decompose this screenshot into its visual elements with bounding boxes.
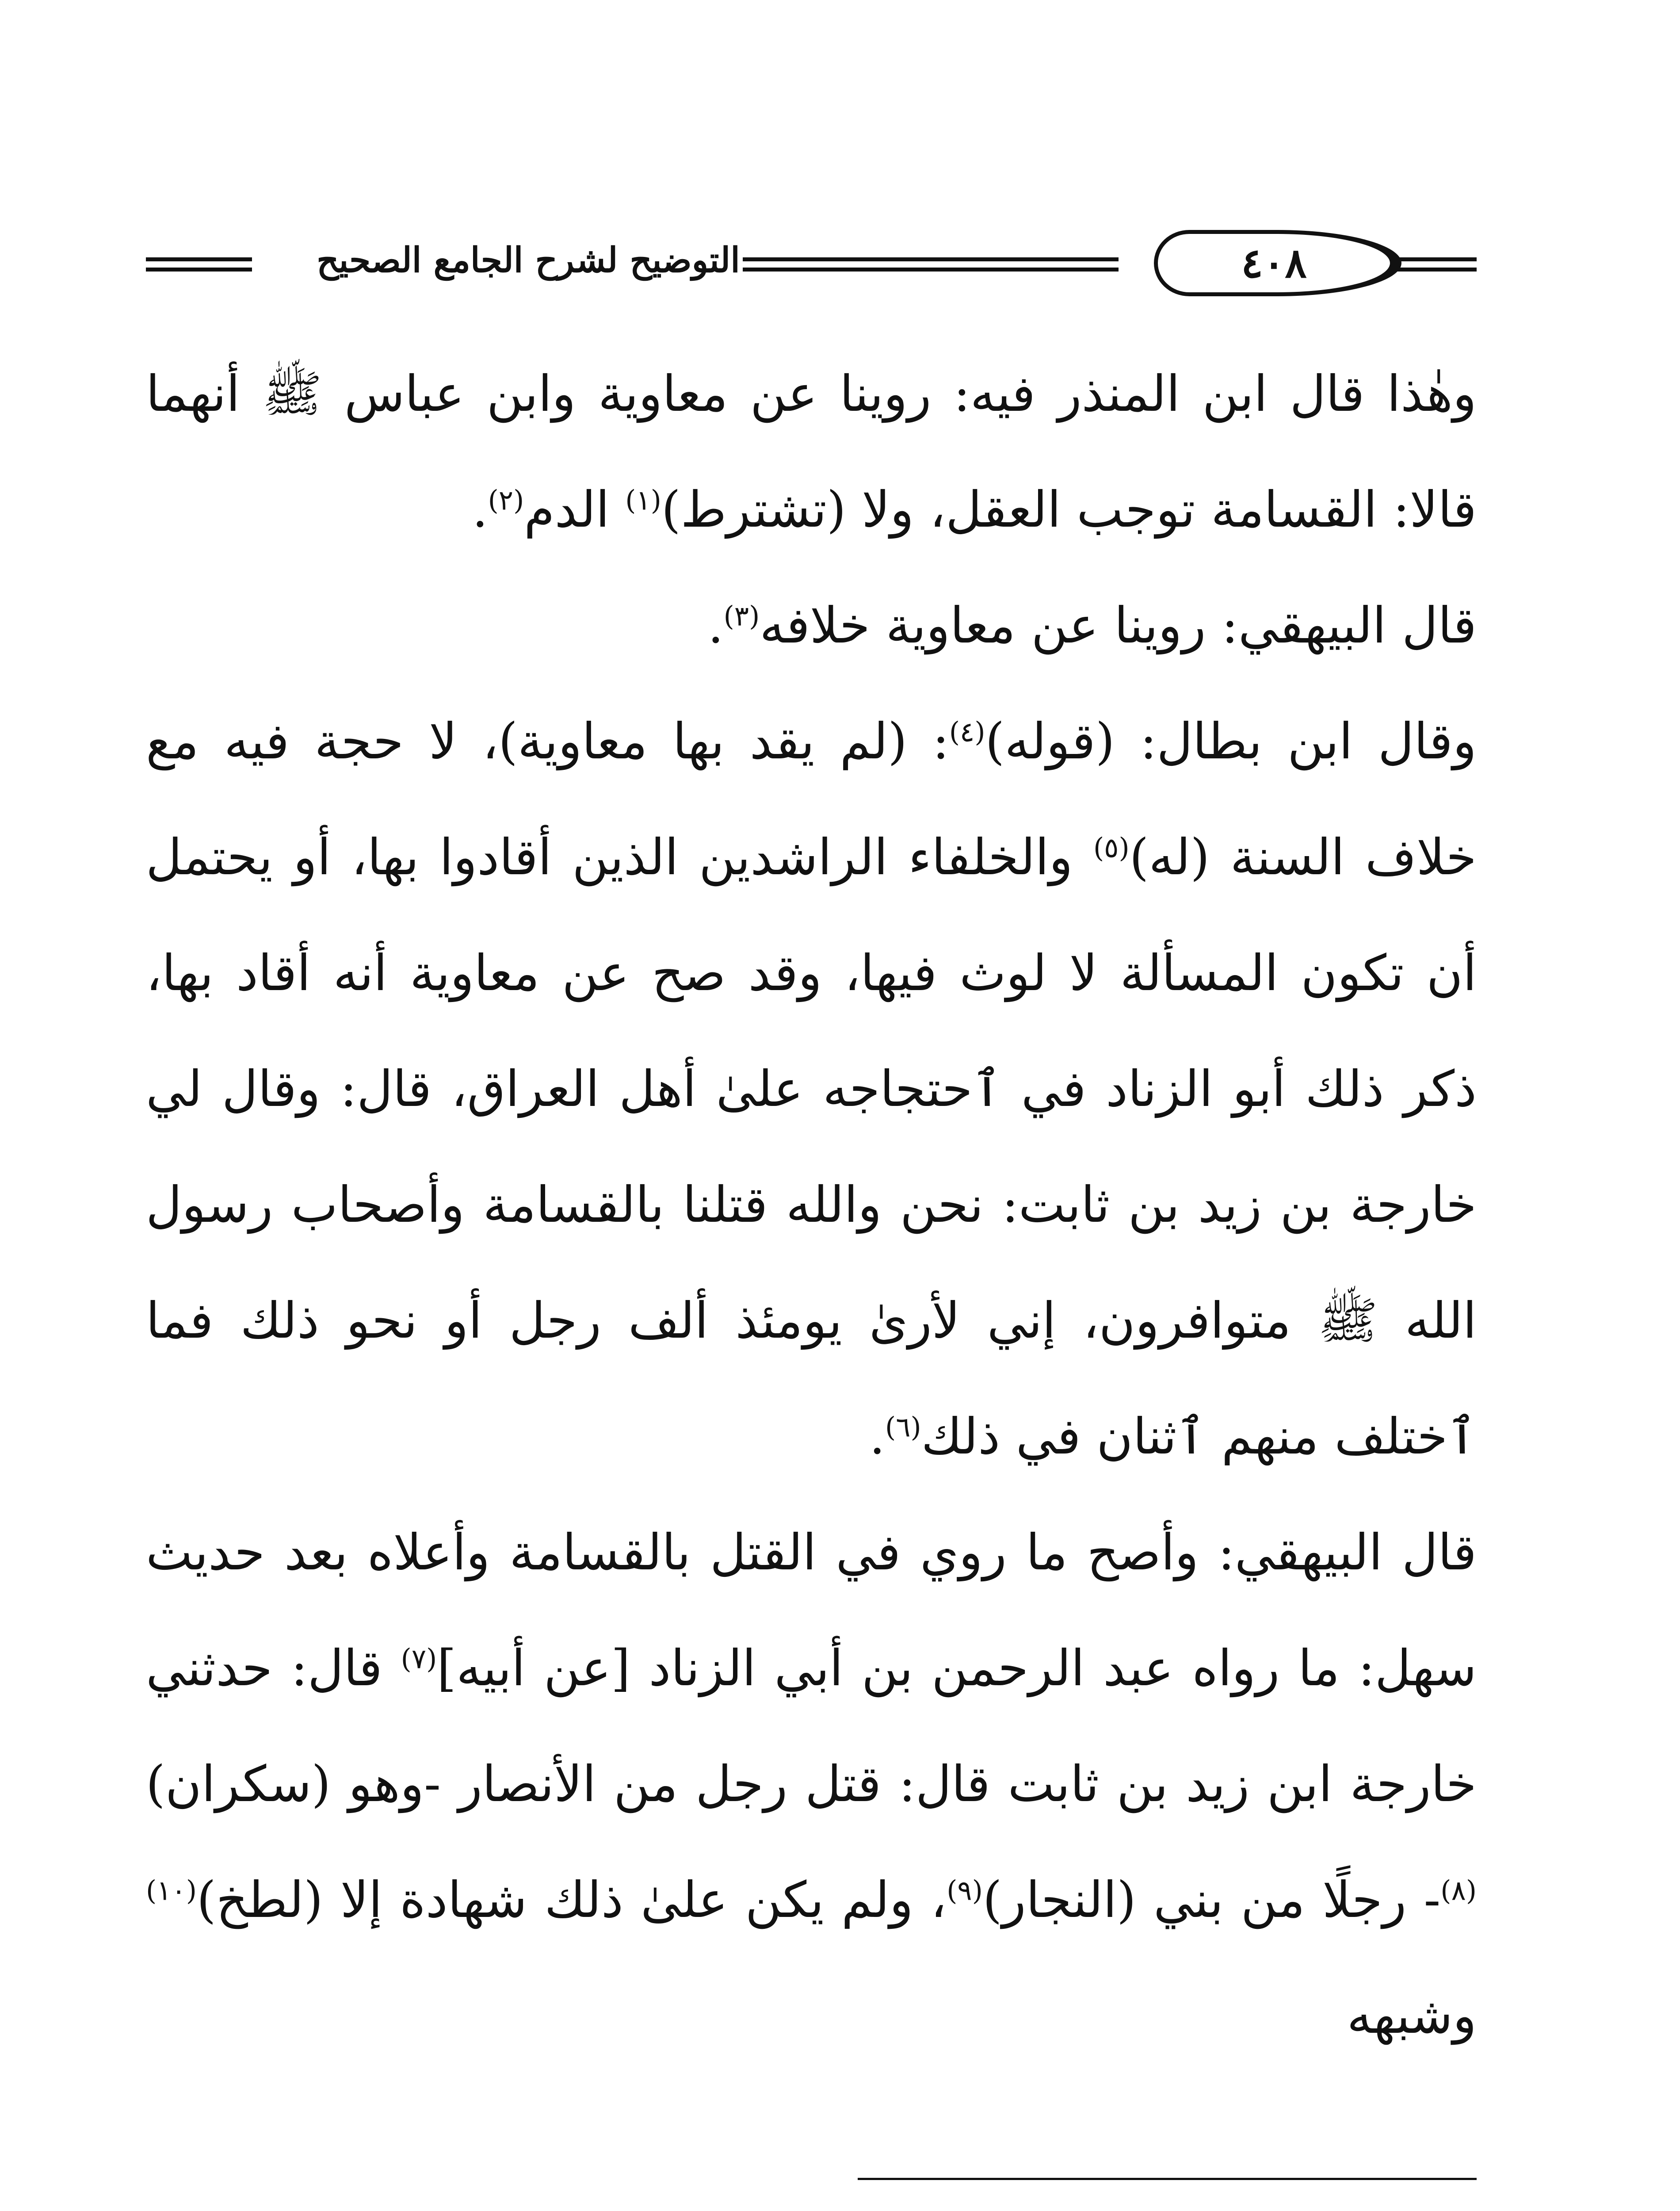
text-segment: قال البيهقي: وأصح ما روي في القتل بالقسامة وأعلاه بعد حديث سهل: ما رواه عبد الرحمن بن أبي الزناد [عن أبيه] <box>146 1524 1477 1697</box>
footnote-ref-6: (٦) <box>885 1411 921 1443</box>
running-title: التوضيح لشرح الجامع الصحيح <box>317 240 740 280</box>
text-segment: قال: حدثني خارجة ابن زيد بن ثابت قال: قتل رجل من الأنصار -وهو (سكران) <box>146 1640 1477 1813</box>
text-segment: وهٰذا قال ابن المنذر فيه: روينا عن معاوية وابن عباس ﷺ أنهما قالا: القسامة توجب العقل، ولا (تشترط) <box>146 365 1477 539</box>
paragraph-2 <box>146 568 1477 684</box>
footnote-1 <box>133 2204 1450 2211</box>
footnote-ref-9: (٩) <box>947 1874 983 1907</box>
footnote-ref-4: (٤) <box>949 715 985 748</box>
footnote-ref-7: (٧) <box>401 1642 437 1675</box>
page-number-ornament <box>1154 230 1401 296</box>
footnote-ref-1: (١) <box>625 484 661 516</box>
footnote-ref-8: (٨) <box>1440 1874 1477 1907</box>
header-rule-left <box>146 257 252 261</box>
footnote-number <box>1410 2204 1450 2211</box>
header-rule-middle <box>743 257 1119 261</box>
text-segment: وشبهه <box>1347 1987 1477 2045</box>
paragraph-3 <box>146 684 1477 1495</box>
footnotes <box>133 2204 1450 2211</box>
footnote-ref-3: (٣) <box>723 600 760 632</box>
footnote-ref-5: (٥) <box>1093 831 1130 864</box>
text-segment: والخلفاء الراشدين الذين أقادوا بها، أو يحتمل أن تكون المسألة لا لوث فيها، وقد صح عن معاوية أنه أقاد بها، ذكر ذلك أبو الزناد في ٱحتجاجه علىٰ أهل العراق، قال: وقال لي خارجة بن زيد بن ثابت: نحن والله قتلنا بالقسامة وأصحاب رسول الله ﷺ متوافرون، إني لأرىٰ يومئذ ألف رجل أو نحو ذلك فما ٱختلف منهم ٱثنان في ذلك <box>146 829 1477 1465</box>
text-segment: قال البيهقي: روينا عن معاوية خلافه <box>760 597 1477 654</box>
footnote-ref-2: (٢) <box>488 484 524 516</box>
paragraph-1 <box>146 336 1477 568</box>
text-segment: ، ولم يكن علىٰ ذلك شهادة إلا (لطخ) <box>197 1871 947 1929</box>
paragraph-4 <box>146 1495 1477 2074</box>
text-segment: . <box>869 1408 885 1465</box>
text-segment: وقال ابن بطال: (قوله) <box>985 713 1477 770</box>
footnote-separator <box>858 2178 1477 2180</box>
main-text <box>146 336 1477 2074</box>
text-segment: : (لم يقد بها معاوية)، لا حجة فيه مع خلاف السنة (له) <box>146 713 1477 886</box>
page-number: ٤٠٨ <box>1241 239 1307 287</box>
text-segment: - رجلًا من بني (النجار) <box>982 1871 1441 1929</box>
text-segment: الدم <box>524 481 626 539</box>
header-rule-right <box>1388 257 1477 261</box>
text-segment: . <box>472 481 488 539</box>
text-segment: . <box>707 597 724 654</box>
footnote-ref-10: (١٠) <box>146 1874 197 1907</box>
running-header <box>146 230 1477 296</box>
